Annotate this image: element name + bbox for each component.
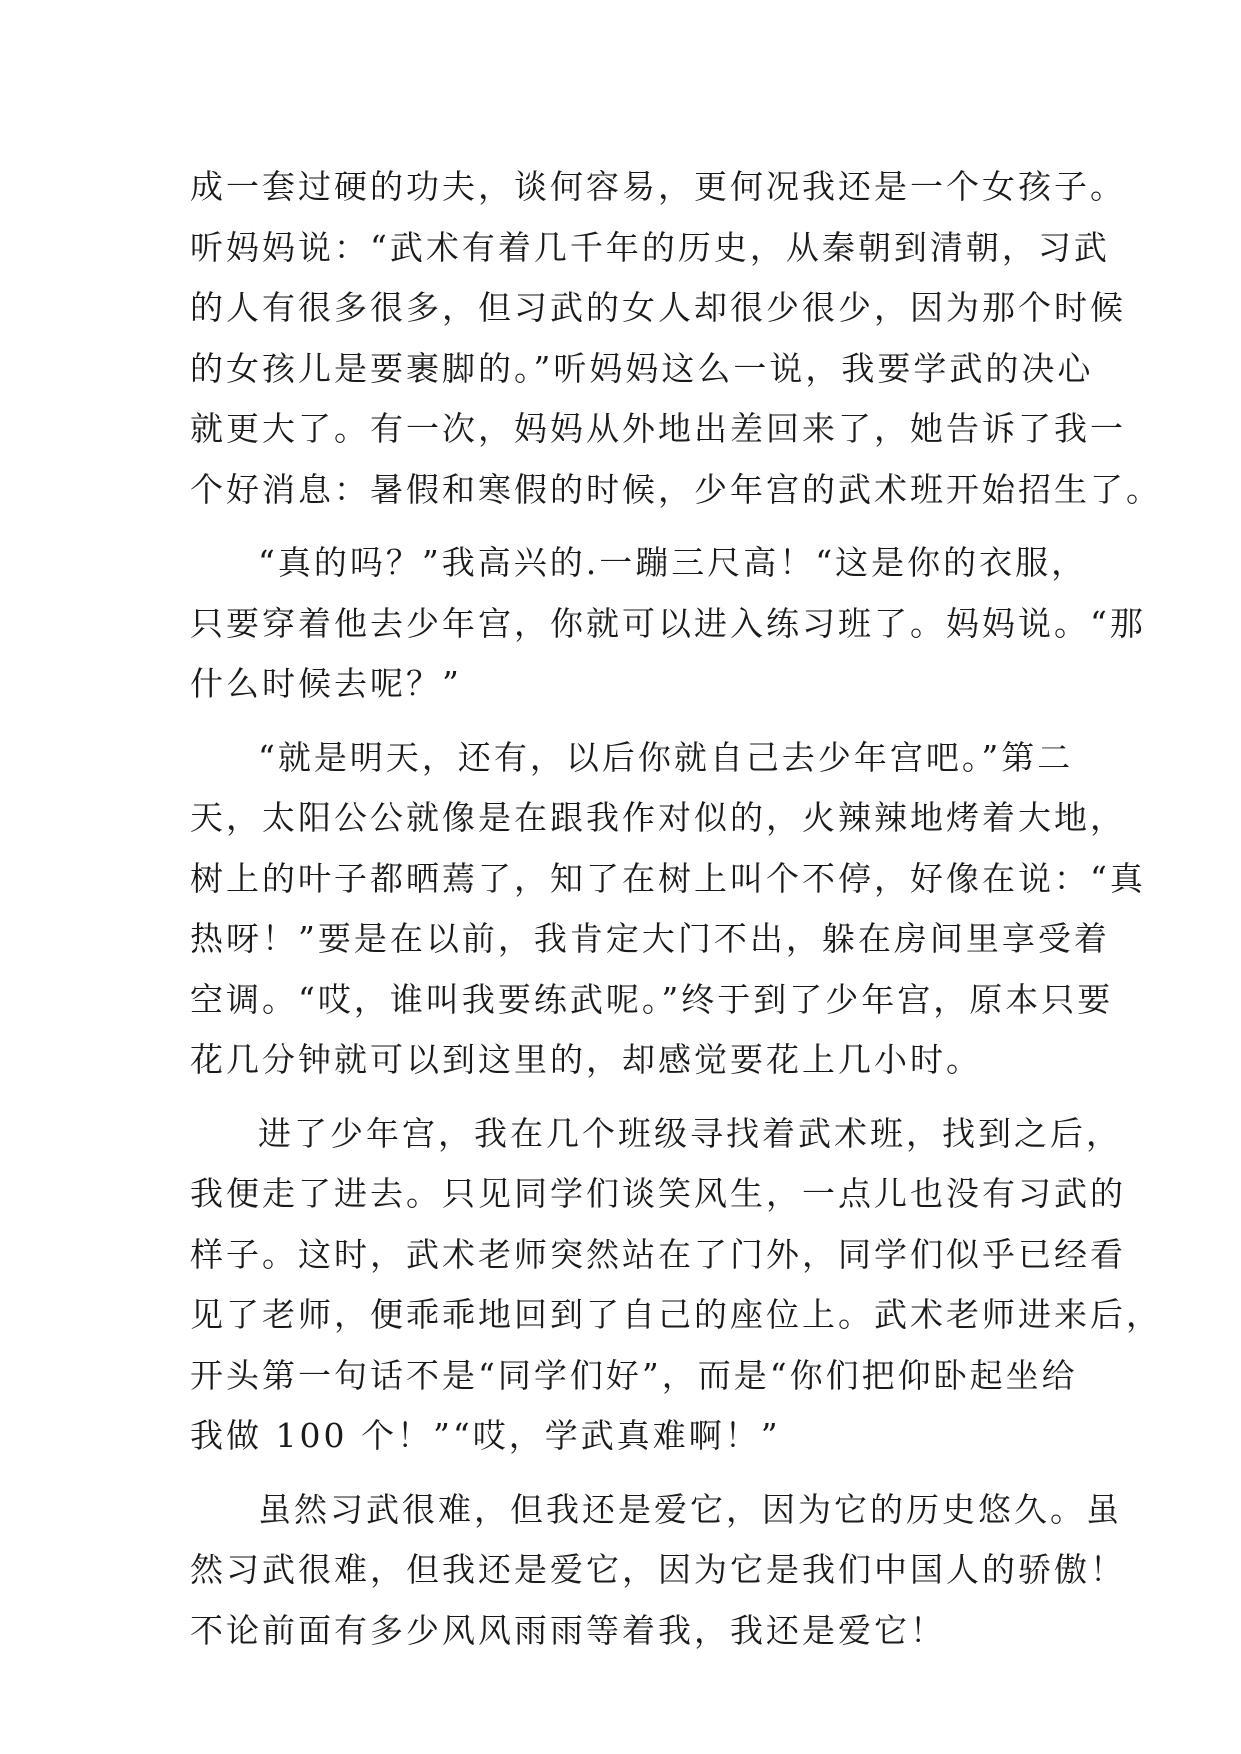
text-line: 进了少年宫，我在几个班级寻找着武术班，找到之后，: [258, 1113, 1122, 1153]
text-line: 虽然习武很难，但我还是爱它，因为它的历史悠久。虽: [258, 1489, 1122, 1529]
paragraph-1: [190, 157, 1162, 520]
text-line: 开头第一句话不是“同学们好”，而是“你们把仰卧起坐给: [190, 1355, 1078, 1395]
text-line: 然习武很难，但我还是爱它，因为它是我们中国人的骄傲！: [190, 1550, 1126, 1589]
paragraph-2: [190, 533, 1146, 715]
paragraph-4: [190, 1104, 1162, 1467]
text-line: 树上的叶子都晒蔫了，知了在树上叫个不停，好像在说：“真: [190, 858, 1146, 898]
text-line: 热呀！”要是在以前，我肯定大门不出，躲在房间里享受着: [190, 919, 1110, 958]
text-line: 成一套过硬的功夫，谈何容易，更何况我还是一个女孩子。: [190, 167, 1126, 206]
text-line: 就更大了。有一次，妈妈从外地出差回来了，她告诉了我一: [190, 409, 1126, 448]
article-body: [190, 157, 1162, 1661]
text-line: 见了老师，便乖乖地回到了自己的座位上。武术老师进来后，: [190, 1295, 1162, 1334]
text-line: 我做 100 个！”“哎，学武真难啊！”: [190, 1416, 781, 1455]
text-line: 的人有很多很多，但习武的女人却很少很少，因为那个时候: [190, 288, 1126, 327]
text-line: 听妈妈说：“武术有着几千年的历史，从秦朝到清朝，习武: [190, 227, 1110, 267]
text-line: 的女孩儿是要裹脚的。”听妈妈这么一说，我要学武的决心: [190, 348, 1094, 388]
text-line: 我便走了进去。只见同学们谈笑风生，一点儿也没有习武的: [190, 1174, 1126, 1213]
text-line: “真的吗？”我高兴的.一蹦三尺高！“这是你的衣服，: [258, 543, 1088, 582]
text-line: 不论前面有多少风风雨雨等着我，我还是爱它！: [190, 1610, 946, 1650]
text-line: 只要穿着他去少年宫，你就可以进入练习班了。妈妈说。“那: [190, 603, 1146, 643]
text-line: “就是明天，还有，以后你就自己去少年宫吧。”第二: [258, 737, 1074, 777]
text-line: 天，太阳公公就像是在跟我作对似的，火辣辣地烤着大地，: [190, 798, 1126, 837]
paragraph-5: [190, 1480, 1126, 1662]
text-line: 样子。这时，武术老师突然站在了门外，同学们似乎已经看: [190, 1234, 1126, 1274]
text-line: 空调。“哎，谁叫我要练武呢。”终于到了少年宫，原本只要: [190, 979, 1114, 1019]
text-line: 花几分钟就可以到这里的，却感觉要花上几小时。: [190, 1040, 982, 1079]
text-line: 个好消息：暑假和寒假的时候，少年宫的武术班开始招生了。: [190, 469, 1162, 509]
paragraph-3: [190, 728, 1146, 1091]
text-line: 什么时候去呢？”: [190, 664, 462, 703]
